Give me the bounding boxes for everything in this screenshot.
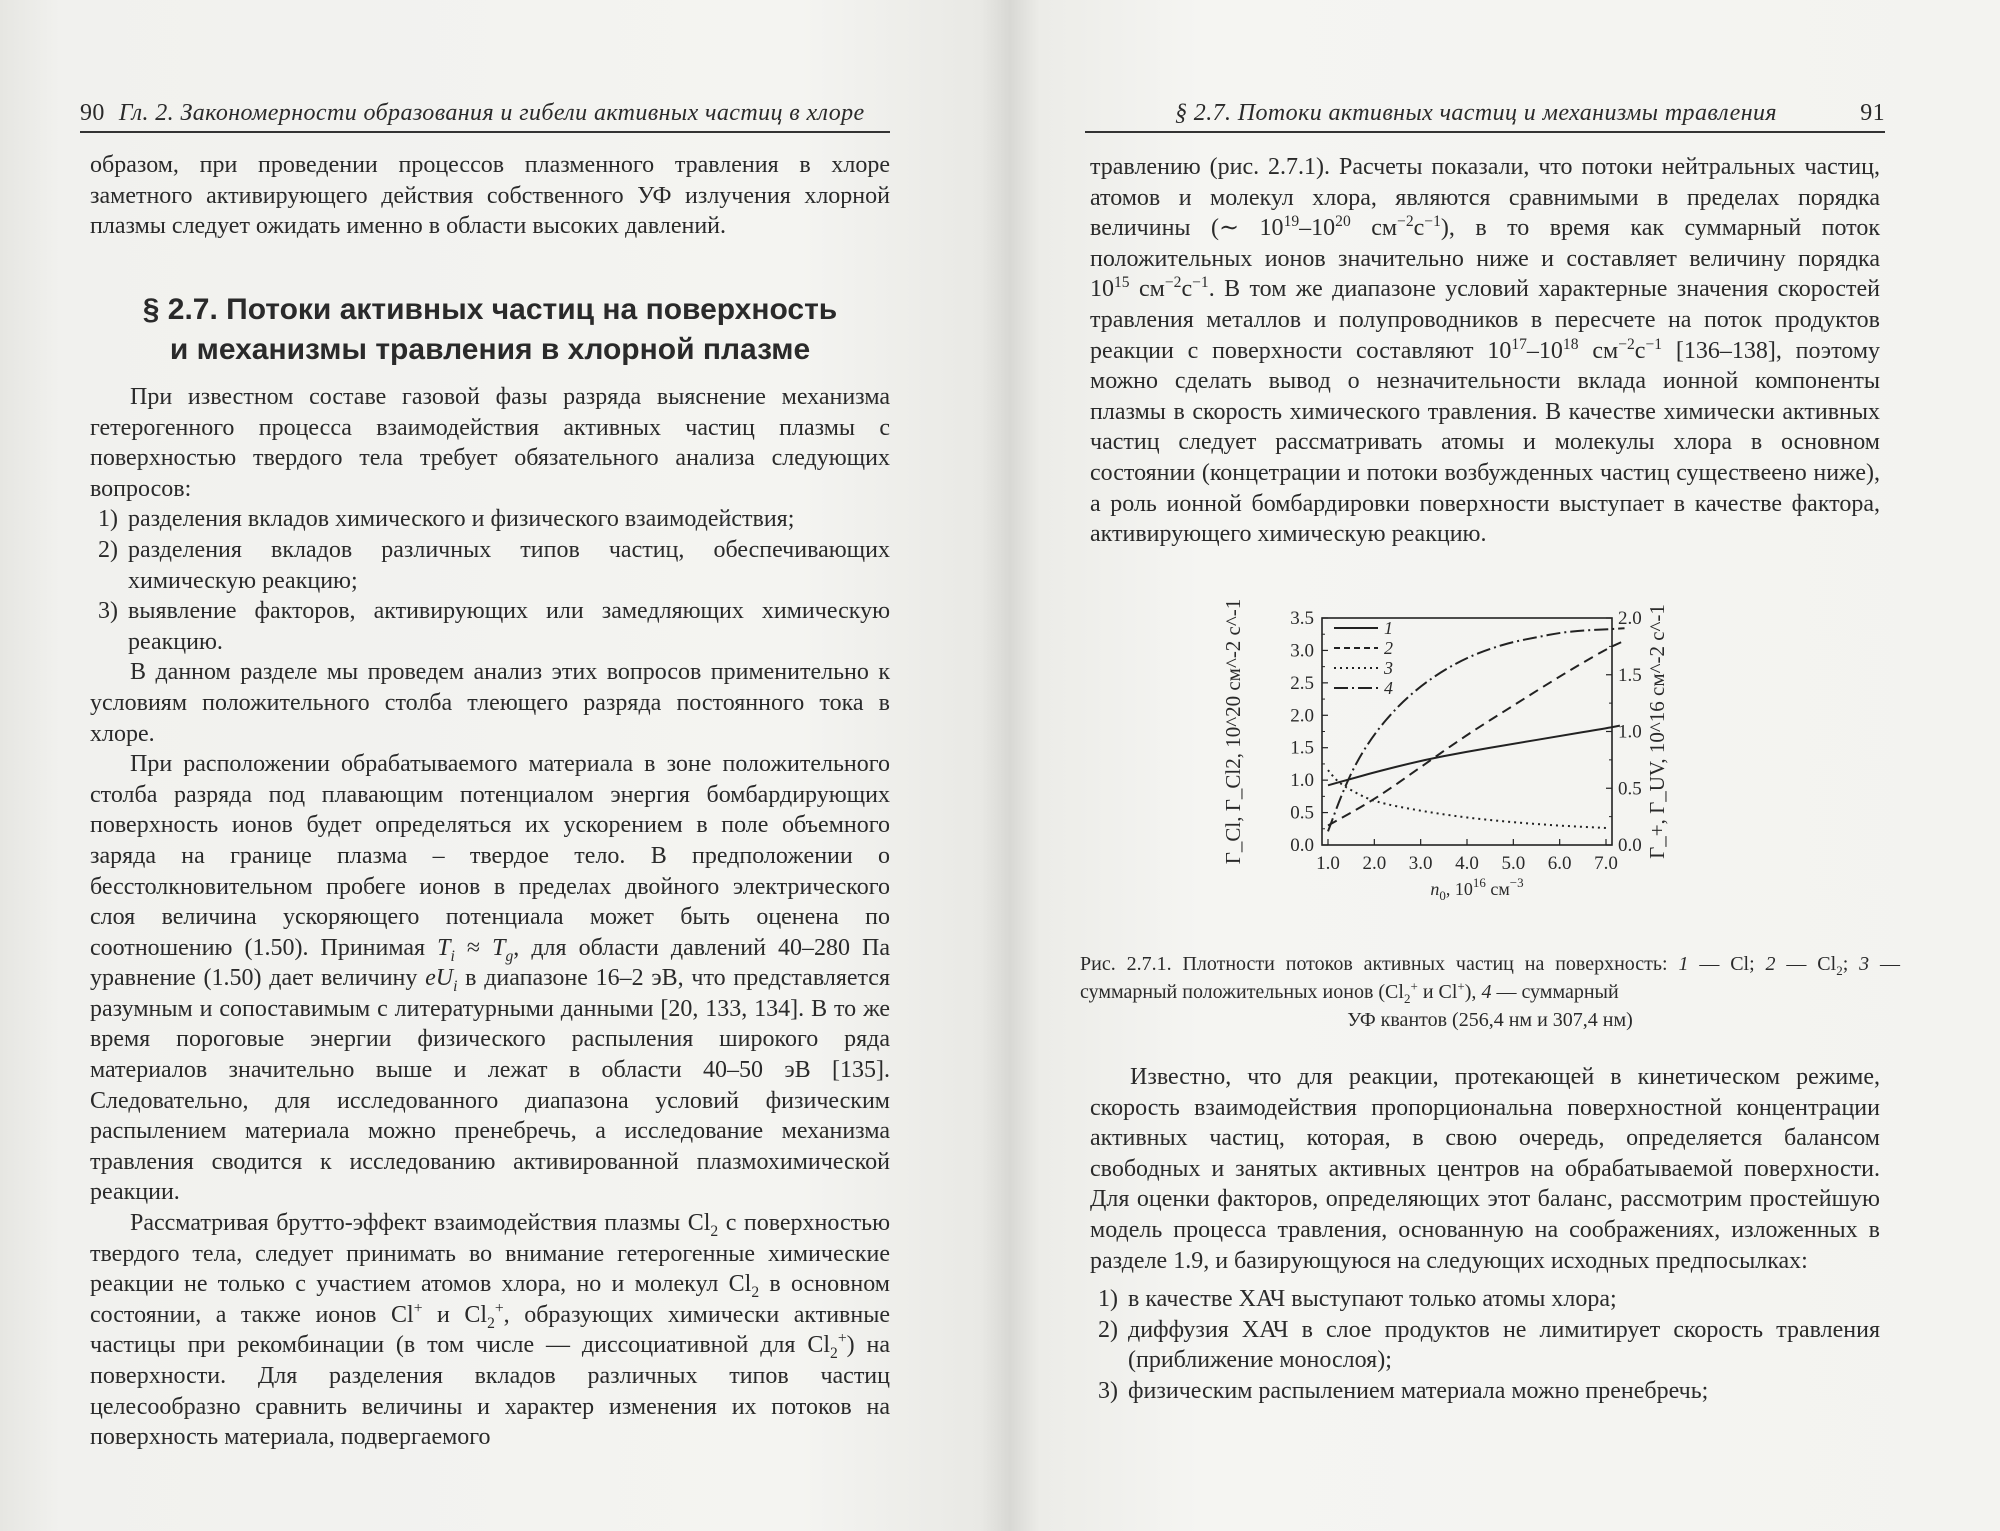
right-numbered-list — [1090, 1284, 1880, 1406]
plot-frame — [1322, 618, 1612, 845]
paragraph-analysis: В данном разделе мы проведем анализ этих вопросов применительно к условиям положительного столба тлеющего разряда постоянного тока в хлоре. — [90, 659, 890, 747]
y-left-tick-label: 1.0 — [1290, 770, 1314, 792]
x-tick-label: 5.0 — [1501, 853, 1526, 874]
caption-line3: УФ квантов (256,4 нм и 307,4 нм) — [1347, 1009, 1633, 1031]
right-running-title: § 2.7. Потоки активных частиц и механизмы травления — [1175, 100, 1777, 126]
y-right-axis-label: Γ_+, Γ_UV, 10^16 см^-2 с^-1 — [1645, 604, 1669, 859]
section-title-line1: § 2.7. Потоки активных частиц на поверхность — [142, 293, 838, 326]
x-tick-label: 1.0 — [1316, 853, 1340, 874]
x-tick-label: 6.0 — [1547, 853, 1572, 874]
y-left-tick-label: 2.5 — [1290, 672, 1314, 694]
right-body-text-top — [1090, 152, 1880, 550]
left-running-title: Гл. 2. Закономерности образования и гибели активных частиц в хлоре — [118, 100, 865, 126]
y-left-tick-label: 0.0 — [1290, 835, 1314, 856]
series-line-1 — [1328, 726, 1620, 786]
list-item: 2) диффузия ХАЧ в слое продуктов не лимитирует скорость травления (приближение монослоя); — [1098, 1316, 1880, 1374]
legend-label-1: 1 — [1384, 618, 1393, 638]
paragraph-brutto-effect: Рассматривая брутто-эффект взаимодействия плазмы $Cl_2$ с поверхностью твердого тела, следует принимать во внимание гетерогенные химические реакции не только с участием атомов хлора, но и молекул $Cl_2$ в основном состоянии, а также ионов Cl+ и $Cl_2^+$, образующих химически активные частицы при рекомбинации (в том числе — диссоциативной для $Cl_2^+$) на поверхности. Для разделения вкладов различных типов частиц целесообразно сравнить величины и характер изменения их потоков на поверхность материала, подвергаемого — [90, 1210, 890, 1451]
series-line-3 — [1328, 770, 1606, 828]
y-left-tick-label: 1.5 — [1290, 737, 1314, 759]
left-page-number: 90 — [80, 100, 105, 126]
y-right-tick-label: 0.5 — [1618, 778, 1642, 800]
right-running-head — [1085, 93, 1885, 133]
paragraph-ion-energy: При расположении обрабатываемого материала в зоне положительного столба разряда под плавающим потенциалом энергия бомбардирующих поверхность ионов будет определяться их ускорением в поле объемного заряда на границе плазма – твердое тело. В предположении о бесстолкновительном пробеге ионов в пределах двойного электрического слоя величина ускоряющего потенциала может быть оценена по соотношению (1.50). Принимая $T_i \approx T_g$, для области давлений 40–280 Па уравнение (1.50) дает величину $eU_i$ в диапазоне 16–2 эВ, что представляется разумным и сопоставимым с литературными данными [20, 133, 134]. В то же время пороговые энергии физического распыления широкого ряда материалов значительно выше и лежат в области 40–50 эВ [135]. Следовательно, для исследованного диапазона условий физическим распылением материала можно пренебречь, а исследование механизма травления сводится к исследованию активированной плазмохимической реакции. — [90, 751, 891, 1206]
right-page-number: 91 — [1860, 100, 1885, 126]
left-numbered-list — [90, 504, 890, 657]
list-item: 3) выявление факторов, активирующих или замедляющих химическую реакцию. — [98, 598, 890, 655]
figure-caption: Рис. 2.7.1. Плотности потоков активных частиц на поверхность: 1 — Cl; 2 — $Cl_2$; 3 — суммарный положительных ионов ($Cl_2^+$ и Cl+), 4 — суммарный УФ квантов (256,4 нм и 307,4 нм) — [1080, 950, 1900, 1034]
y-left-axis-label: Γ_Cl, Γ_Cl2, 10^20 см^-2 с^-1 — [1221, 598, 1245, 865]
x-tick-label: 7.0 — [1594, 853, 1618, 874]
figure-2-7-1 — [1212, 600, 1682, 930]
right-body-text-bottom — [1090, 1062, 1880, 1407]
y-right-tick-label: 0.0 — [1618, 835, 1642, 856]
x-tick-label: 3.0 — [1408, 853, 1433, 874]
paragraph-questions: При известном составе газовой фазы разряда выяснение механизма гетерогенного процесса взаимодействия активных частиц плазмы с поверхностью твердого тела требует обязательного анализа следующих вопросов: — [90, 384, 890, 502]
y-left-tick-label: 2.0 — [1290, 705, 1314, 727]
list-item: 1) в качестве ХАЧ выступают только атомы хлора; — [1098, 1286, 1617, 1313]
left-body-text — [90, 382, 890, 1453]
legend-label-2: 2 — [1384, 638, 1393, 658]
y-right-tick-label: 1.5 — [1618, 664, 1642, 686]
legend-label-4: 4 — [1384, 678, 1393, 698]
legend-label-3: 3 — [1384, 658, 1393, 678]
flux-chart — [1212, 600, 1682, 930]
left-running-head — [80, 93, 890, 133]
list-item: 2) разделения вкладов различных типов частиц, обеспечивающих химическую реакцию; — [98, 536, 890, 594]
x-tick-label: 4.0 — [1455, 853, 1479, 874]
y-right-tick-label: 2.0 — [1618, 608, 1642, 629]
list-item: 3) физическим распылением материала можно пренебречь; — [1098, 1377, 1709, 1404]
y-left-tick-label: 3.5 — [1290, 608, 1314, 629]
x-tick-label: 2.0 — [1362, 853, 1387, 874]
paragraph-kinetic-model: Известно, что для реакции, протекающей в кинетическом режиме, скорость взаимодействия пропорциональна поверхностной концентрации активных частиц, которая, в свою очередь, определяется балансом свободных и занятых активных центров на обрабатываемой поверхности. Для оценки факторов, определяющих этот баланс, рассмотрим простейшую модель процесса травления, основанную на соображениях, изложенных в разделе 1.9, и базирующуюся на следующих исходных предпосылках: — [1090, 1064, 1880, 1274]
y-right-tick-label: 1.0 — [1618, 721, 1642, 743]
opening-paragraph: образом, при проведении процессов плазменного травления в хлоре заметного активирующего действия собственного УФ излучения хлорной плазмы следует ожидать именно в области высоких давлений. — [90, 152, 890, 240]
section-title — [90, 290, 890, 370]
section-title-line2: и механизмы травления в хлорной плазме — [169, 333, 811, 366]
left-opening-text — [90, 150, 890, 242]
x-axis-label: $n_0$, $10^{16}$ $см^{-3}$ — [1430, 875, 1524, 903]
y-left-tick-label: 3.0 — [1290, 640, 1314, 662]
left-page — [0, 0, 985, 1531]
list-item: 1) разделения вкладов химического и физического взаимодействия; — [98, 506, 795, 533]
paragraph-flux-comparison: травлению (рис. 2.7.1). Расчеты показали, что потоки нейтральных частиц, атомов и молекул хлора, являются сравнимыми в пределах порядка величины (∼ $10^{19}-10^{20}$ $см^{-2}с^{-1}$), в то время как суммарный поток положительных ионов значительно ниже и составляет величину порядка $10^{15}$ $см^{-2}с^{-1}$. В том же диапазоне условий характерные значения скоростей травления металлов и полупроводников в пересчете на поток продуктов реакции с поверхности составляют $10^{17}-10^{18}$ $см^{-2}с^{-1}$ [136–138], поэтому можно сделать вывод о незначительности вклада ионной компоненты плазмы в скорость химического травления. В качестве химически активных частиц следует рассматривать атомы и молекулы хлора в основном состоянии (концетрации и потоки возбужденных частиц существеено ниже), а роль ионной бомбардировки поверхности выступает в качестве фактора, активирующего химическую реакцию. — [1090, 154, 1881, 548]
y-left-tick-label: 0.5 — [1290, 802, 1314, 824]
